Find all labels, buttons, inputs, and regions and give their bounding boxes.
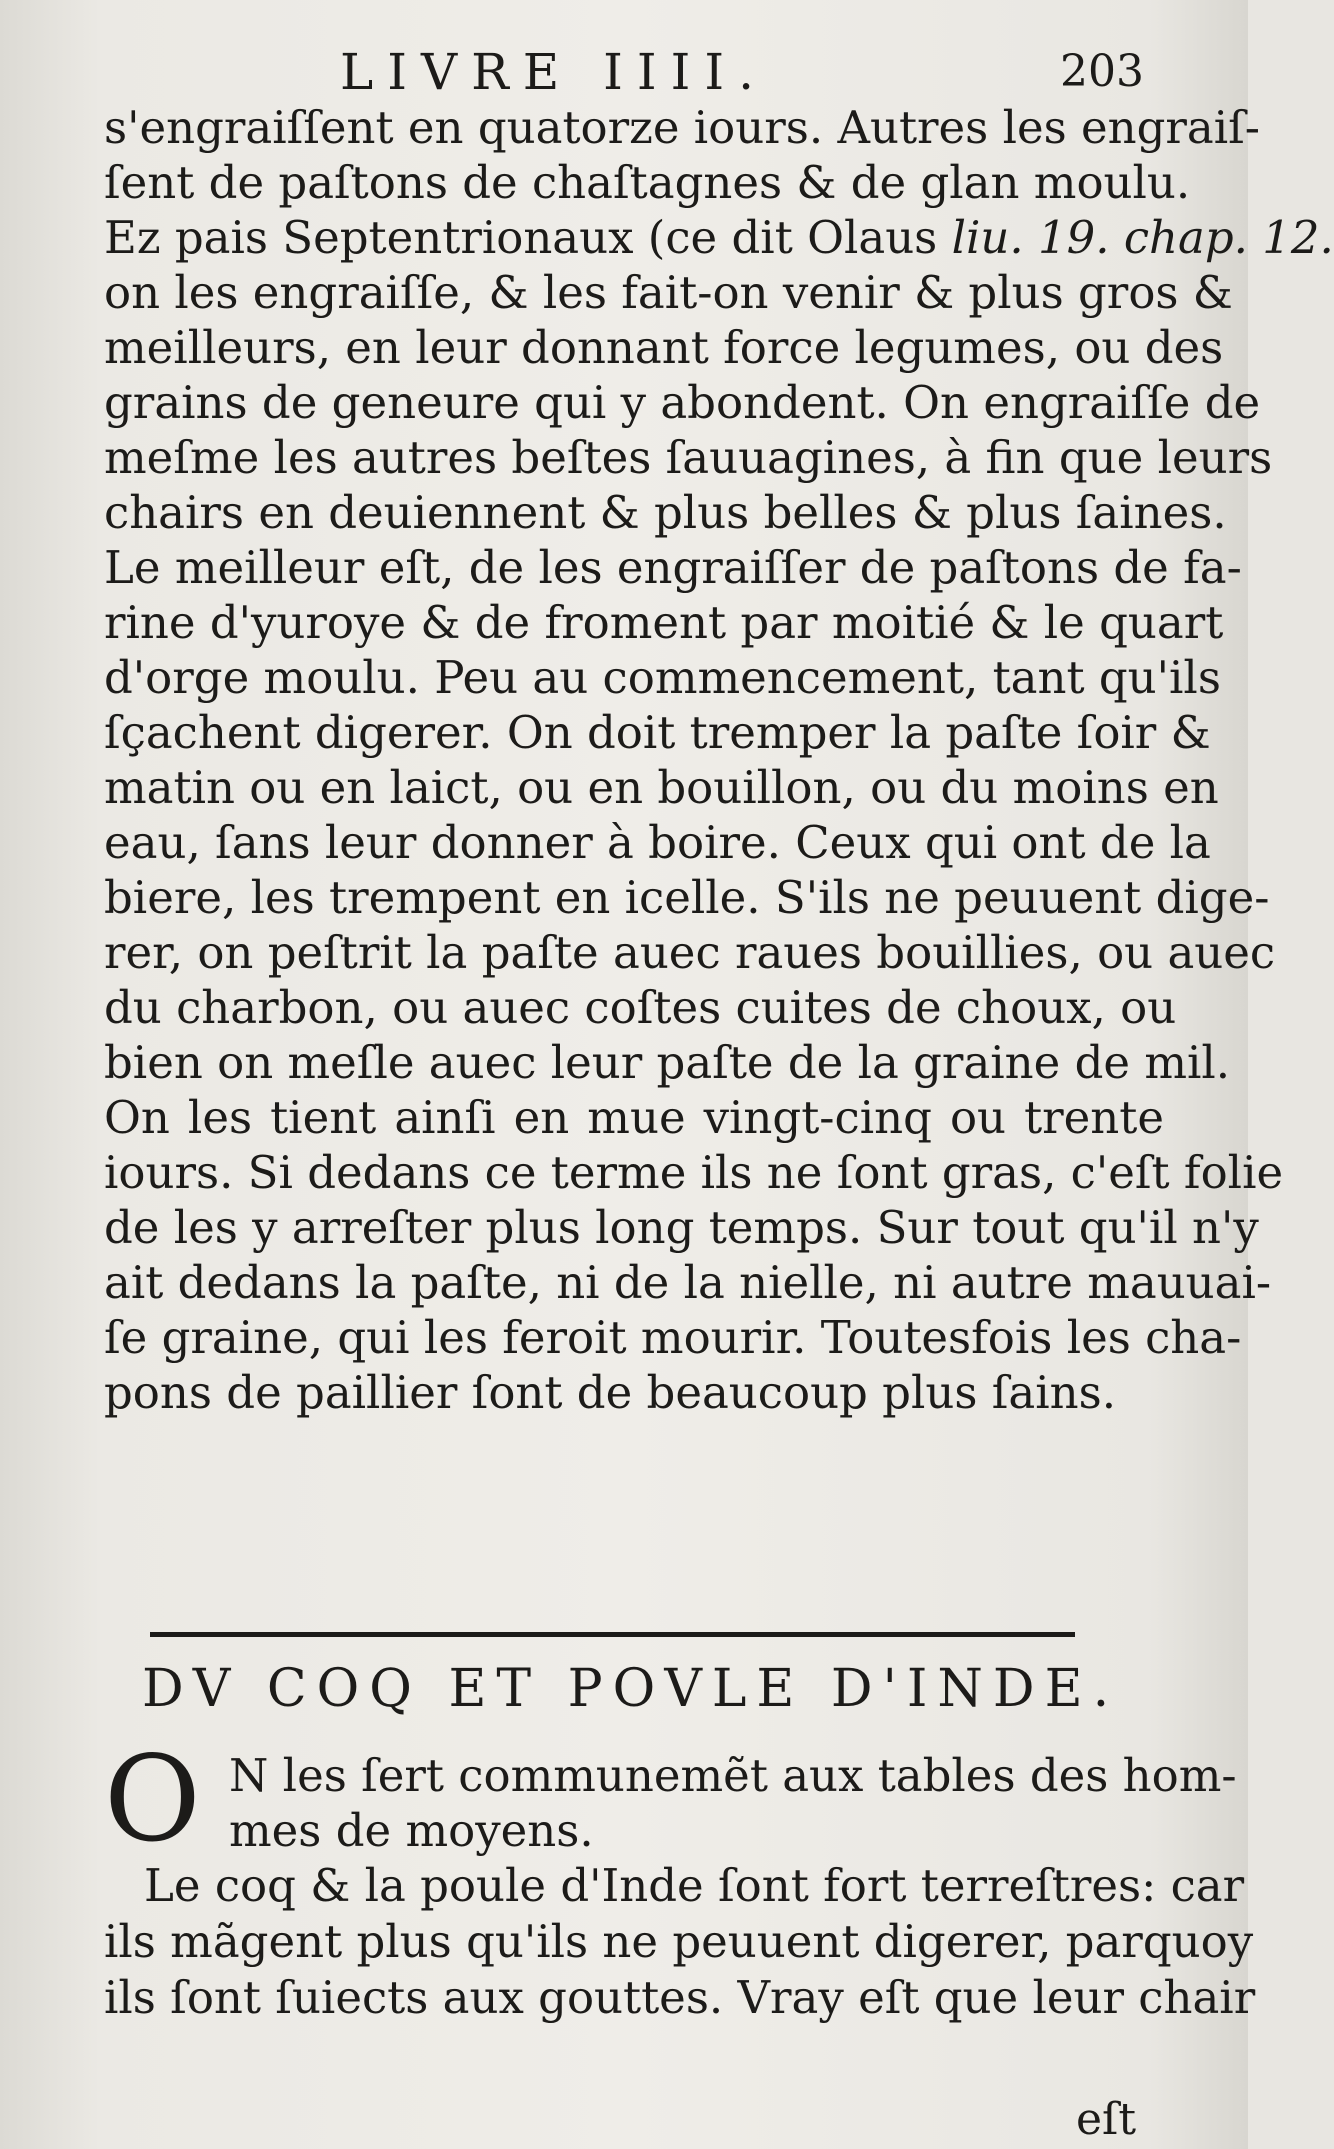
- text-line-roman: on les engraiſſe, & les fait-on venir & plus gros &: [104, 266, 1233, 319]
- text-line-roman: ait dedans la paſte, ni de la nielle, ni autre mauuai-: [104, 1256, 1272, 1309]
- text-line: [104, 705, 1211, 760]
- page-number: 203: [1060, 46, 1144, 97]
- text-line-roman: d'orge moulu. Peu au commencement, tant qu'ils: [104, 651, 1221, 704]
- section-paragraph: [104, 1858, 1256, 2026]
- running-title: LIVRE IIII.: [340, 43, 768, 101]
- drop-cap-paragraph: [104, 1730, 1237, 1868]
- text-line: [104, 1310, 1242, 1365]
- text-line-roman: grains de geneure qui y abondent. On engraiſſe de: [104, 376, 1261, 429]
- text-line-roman: chairs en deuiennent & plus belles & plus ſaines.: [104, 486, 1227, 539]
- text-line-roman: eau, ſans leur donner à boire. Ceux qui ont de la: [104, 816, 1211, 869]
- text-line: [104, 980, 1177, 1035]
- text-line-roman: ſent de paſtons de chaſtagnes & de glan moulu.: [104, 156, 1191, 209]
- text-line-roman: matin ou en laict, ou en bouillon, ou du moins en: [104, 761, 1219, 814]
- text-line: [104, 1035, 1231, 1090]
- text-line-roman: biere, les trempent en icelle. S'ils ne peuuent dige-: [104, 871, 1270, 924]
- text-line: [104, 210, 1334, 265]
- text-line: ils mãgent plus qu'ils ne peuuent digerer, parquoy: [104, 1915, 1254, 1968]
- text-line: [104, 1255, 1272, 1310]
- text-line: [104, 1090, 1164, 1145]
- text-line: Le coq & la poule d'Inde ſont fort terreſtres: car: [144, 1859, 1245, 1912]
- text-line: ils ſont ſuiects aux gouttes. Vray eſt que leur chair: [104, 1971, 1256, 2024]
- text-line: [104, 870, 1270, 925]
- section-body: [104, 1730, 1256, 2026]
- text-line: mes de moyens.: [229, 1804, 594, 1857]
- text-line-roman: du charbon, ou auec coſtes cuites de choux, ou: [104, 981, 1177, 1034]
- text-line: [104, 650, 1221, 705]
- text-line: [104, 265, 1233, 320]
- text-line: [104, 925, 1276, 980]
- text-line: [104, 155, 1191, 210]
- text-line: [104, 595, 1224, 650]
- text-line-roman: ſçachent digerer. On doit tremper la paſte ſoir &: [104, 706, 1211, 759]
- text-line-roman: meſme les autres beſtes ſauuagines, à fin que leurs: [104, 431, 1273, 484]
- text-line: N les ſert communemẽt aux tables des hom-: [229, 1749, 1237, 1802]
- text-line-roman: Le meilleur eſt, de les engraiſſer de paſtons de fa-: [104, 541, 1242, 594]
- body-text: [104, 100, 1334, 1420]
- text-line-roman: rine d'yuroye & de froment par moitié & le quart: [104, 596, 1224, 649]
- text-line-roman: Ez pais Septentrionaux (ce dit Olaus: [104, 211, 952, 264]
- text-line: [104, 1145, 1284, 1200]
- text-line-roman: meilleurs, en leur donnant force legumes, ou des: [104, 321, 1224, 374]
- text-line: [104, 815, 1211, 870]
- text-line-roman: rer, on peſtrit la paſte auec raues bouillies, ou auec: [104, 926, 1276, 979]
- text-line: [104, 1200, 1259, 1255]
- text-line: [104, 485, 1227, 540]
- text-line: [104, 1365, 1164, 1420]
- text-line-roman: s'engraiſſent en quatorze iours. Autres les engraiſ-: [104, 101, 1261, 154]
- catchword: eſt: [1076, 2094, 1137, 2145]
- text-line: [104, 320, 1224, 375]
- page-header: [0, 42, 1248, 102]
- text-line: [104, 375, 1261, 430]
- text-line-roman: On les tient ainſi en mue vingt-cinq ou trente: [104, 1091, 1164, 1144]
- text-line-roman: de les y arreſter plus long temps. Sur tout qu'il n'y: [104, 1201, 1259, 1254]
- text-line-roman: pons de paillier ſont de beaucoup plus ſains.: [104, 1366, 1116, 1419]
- text-line-roman: ſe graine, qui les feroit mourir. Toutesfois les cha-: [104, 1311, 1242, 1364]
- text-line-roman: bien on meſle auec leur paſte de la graine de mil.: [104, 1036, 1231, 1089]
- text-line: [104, 100, 1261, 155]
- text-line-roman: iours. Si dedans ce terme ils ne ſont gras, c'eſt folie: [104, 1146, 1284, 1199]
- drop-cap-letter: O: [104, 1730, 201, 1868]
- text-line: [104, 760, 1219, 815]
- section-divider-rule: [150, 1632, 1075, 1637]
- text-line: [104, 430, 1273, 485]
- section-title: DV COQ ET POVLE D'INDE.: [142, 1659, 1120, 1719]
- italic-citation: liu. 19. chap. 12.: [951, 211, 1334, 264]
- text-line: [104, 540, 1242, 595]
